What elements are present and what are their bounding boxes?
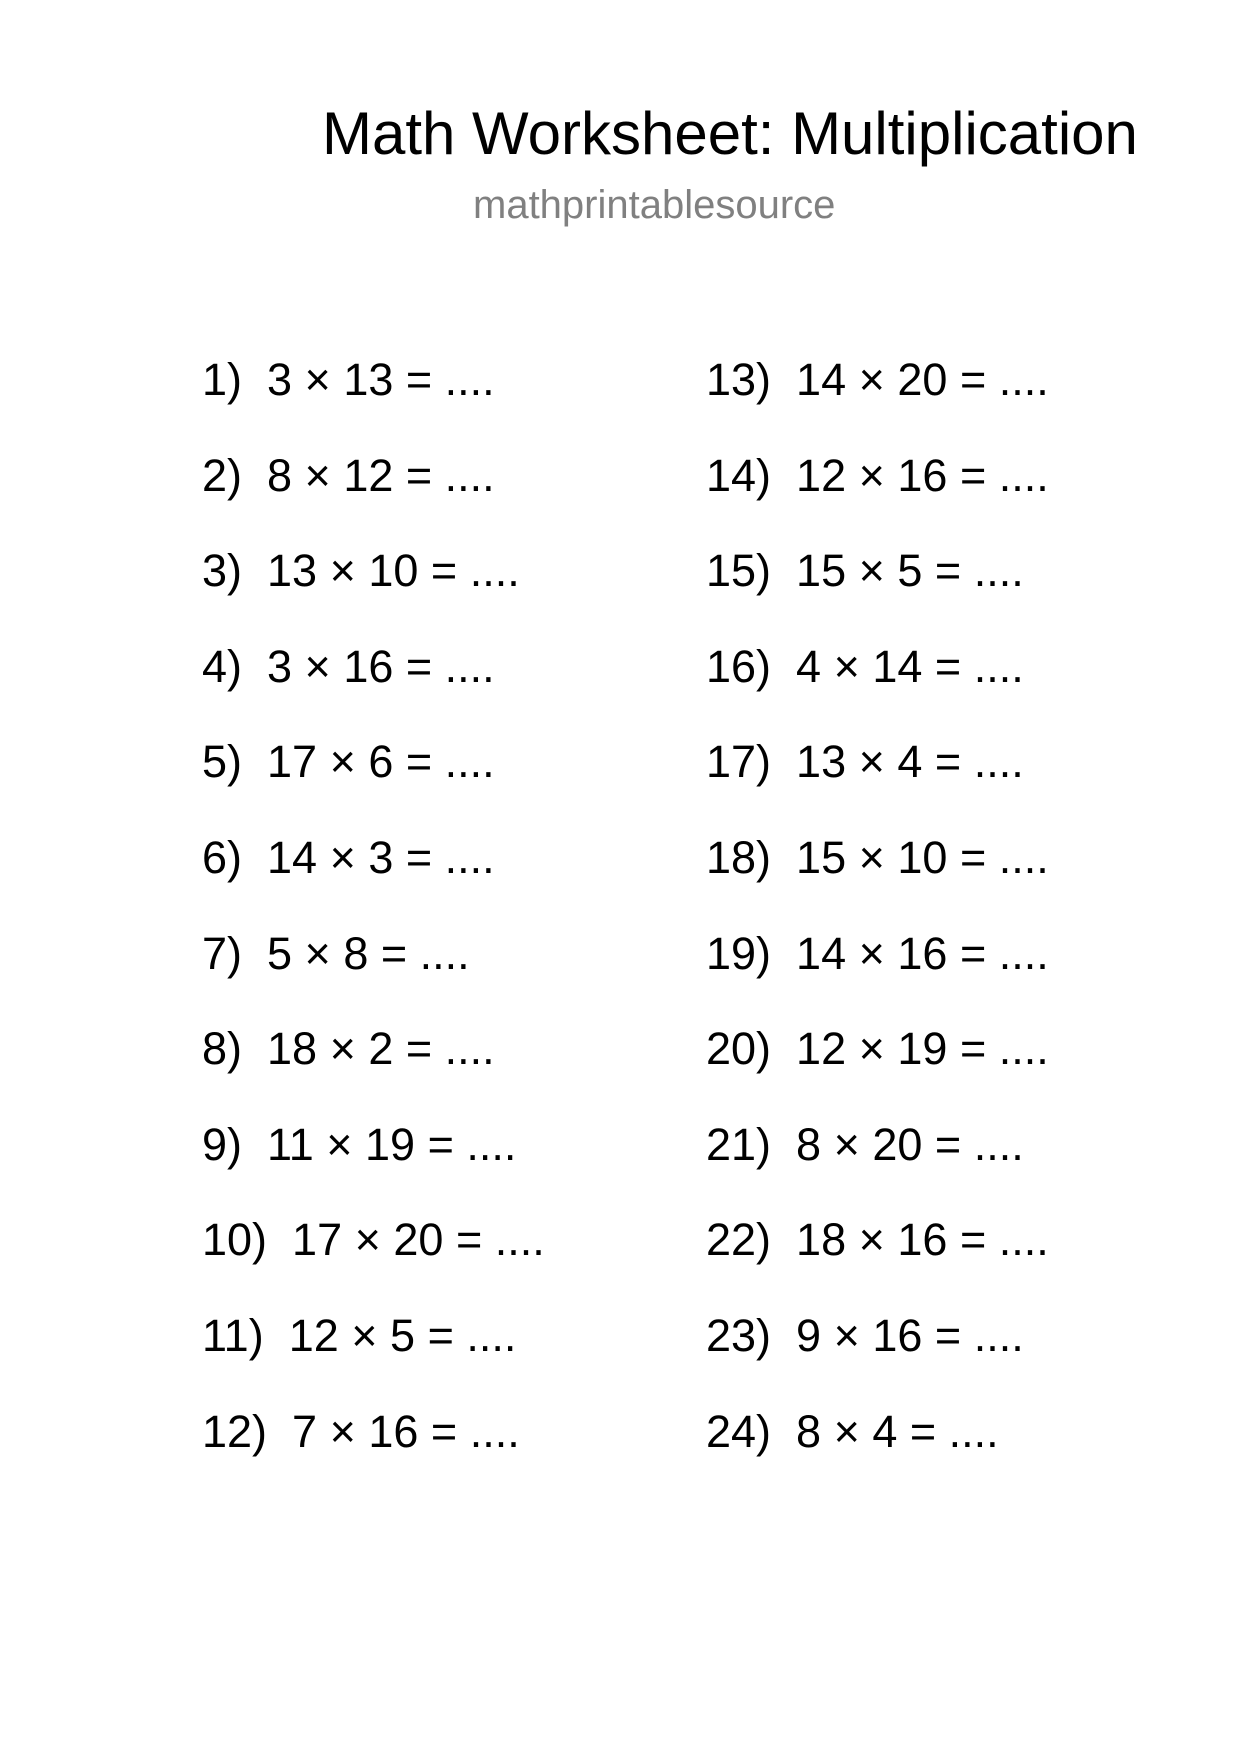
- problem-item: 13) 14 × 20 = ....: [706, 354, 1049, 405]
- problem-item: 17) 13 × 4 = ....: [706, 736, 1024, 788]
- problem-item: 19) 14 × 16 = ....: [706, 927, 1049, 979]
- problem-item: 7) 5 × 8 = ....: [202, 927, 470, 979]
- problem-item: 16) 4 × 14 = ....: [706, 640, 1024, 692]
- problem-column-left: [202, 350, 545, 1497]
- worksheet-source: mathprintablesource: [473, 183, 836, 227]
- problem-item: 10) 17 × 20 = ....: [202, 1214, 545, 1266]
- problem-item: 18) 15 × 10 = ....: [706, 831, 1049, 883]
- problem-item: 24) 8 × 4 = ....: [706, 1405, 999, 1457]
- problem-item: 9) 11 × 19 = ....: [202, 1118, 517, 1170]
- problem-item: 6) 14 × 3 = ....: [202, 831, 495, 883]
- problem-item: 4) 3 × 16 = ....: [202, 640, 495, 692]
- worksheet-title: Math Worksheet: Multiplication: [322, 100, 1138, 167]
- problem-item: 21) 8 × 20 = ....: [706, 1118, 1024, 1170]
- problem-item: 11) 12 × 5 = ....: [202, 1309, 517, 1361]
- problem-item: 1) 3 × 13 = ....: [202, 354, 495, 405]
- problem-column-right: [706, 350, 1049, 1497]
- problem-item: 15) 15 × 5 = ....: [706, 545, 1024, 597]
- problem-item: 14) 12 × 16 = ....: [706, 449, 1049, 501]
- problem-item: 5) 17 × 6 = ....: [202, 736, 495, 788]
- problem-item: 3) 13 × 10 = ....: [202, 545, 520, 597]
- problem-item: 12) 7 × 16 = ....: [202, 1405, 520, 1457]
- problem-item: 2) 8 × 12 = ....: [202, 449, 495, 501]
- problem-item: 20) 12 × 19 = ....: [706, 1023, 1049, 1075]
- problem-item: 8) 18 × 2 = ....: [202, 1023, 495, 1075]
- problem-item: 23) 9 × 16 = ....: [706, 1309, 1024, 1361]
- problem-item: 22) 18 × 16 = ....: [706, 1214, 1049, 1266]
